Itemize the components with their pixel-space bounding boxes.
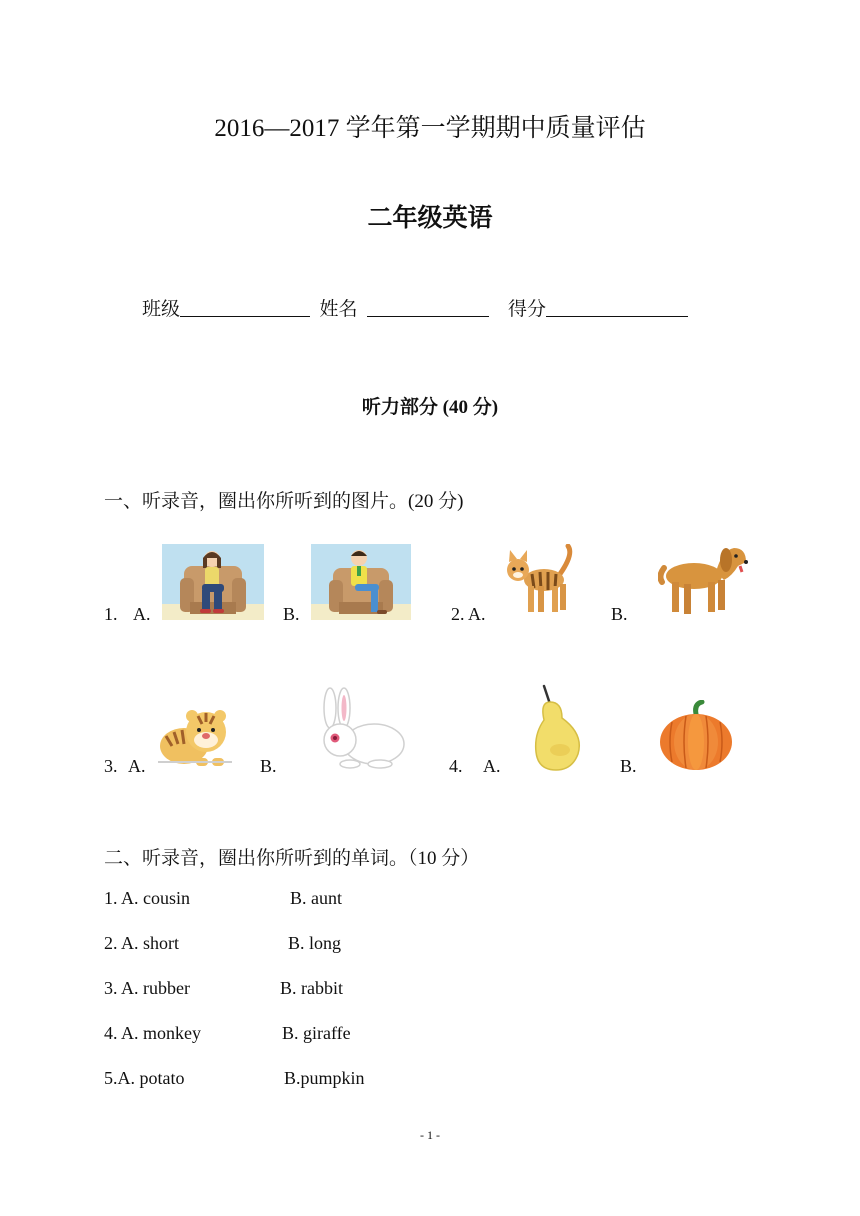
word-option-b[interactable]: B. giraffe: [282, 1023, 351, 1043]
word-row: [104, 888, 190, 909]
word-option-b[interactable]: B. long: [288, 933, 342, 953]
word-option-b-wrap: [290, 888, 342, 909]
score-blank[interactable]: [546, 296, 688, 317]
word-row: [104, 978, 190, 999]
listening-heading: 听力部分 (40 分): [361, 397, 499, 418]
tiger-image[interactable]: [156, 700, 234, 770]
q3-option-a-label: A.: [128, 756, 146, 776]
q4-number: 4.: [449, 756, 463, 776]
name-blank[interactable]: [367, 296, 489, 317]
cat-image[interactable]: [504, 544, 578, 618]
word-option-b[interactable]: B.pumpkin: [284, 1068, 365, 1088]
page-number: - 1 -: [420, 1128, 440, 1142]
word-option-b-wrap: [280, 978, 343, 999]
word-row: [104, 1068, 185, 1089]
page-subtitle: 二年级英语: [367, 203, 493, 232]
word-option-b-wrap: [282, 1023, 351, 1044]
student-info-line: [142, 294, 688, 321]
word-option-b[interactable]: B. rabbit: [280, 978, 343, 998]
word-option-a[interactable]: 2. A. short: [104, 933, 180, 953]
class-blank[interactable]: [180, 296, 310, 317]
pumpkin-image[interactable]: [658, 700, 734, 772]
pear-image[interactable]: [530, 684, 590, 772]
q1-option-a-label: A.: [133, 604, 151, 624]
page-title: 2016—2017 学年第一学期期中质量评估: [214, 115, 646, 142]
word-option-b-wrap: [288, 933, 341, 954]
score-label: 得分: [508, 299, 547, 320]
class-label: 班级: [142, 299, 181, 320]
word-option-a[interactable]: 3. A. rubber: [104, 978, 190, 998]
word-option-a[interactable]: 5.A. potato: [104, 1068, 185, 1088]
q3-number: 3.: [104, 756, 118, 776]
word-row: [104, 1023, 201, 1044]
q4-option-a-label: A.: [483, 756, 501, 776]
word-row: [104, 933, 179, 954]
section1-heading: 一、听录音，圈出你所听到的图片。(20 分): [104, 491, 464, 512]
name-label: 姓名: [319, 299, 358, 320]
q2-option-b-label: B.: [611, 604, 628, 624]
section2-heading: 二、听录音，圈出你所听到的单词。（10 分）: [104, 848, 480, 869]
dog-image[interactable]: [658, 542, 748, 618]
word-option-b-wrap: [284, 1068, 365, 1089]
q3-option-b-label: B.: [260, 756, 277, 776]
q2-number: 2. A.: [451, 604, 486, 624]
word-option-a[interactable]: 4. A. monkey: [104, 1023, 201, 1043]
q4-option-b-label: B.: [620, 756, 637, 776]
rabbit-image[interactable]: [310, 686, 408, 770]
woman-in-armchair-image[interactable]: [162, 544, 264, 620]
q1-number: 1.: [104, 604, 118, 624]
word-option-a[interactable]: 1. A. cousin: [104, 888, 191, 908]
word-option-b[interactable]: B. aunt: [290, 888, 342, 908]
q1-option-b-label: B.: [283, 604, 300, 624]
man-in-armchair-image[interactable]: [311, 544, 411, 620]
